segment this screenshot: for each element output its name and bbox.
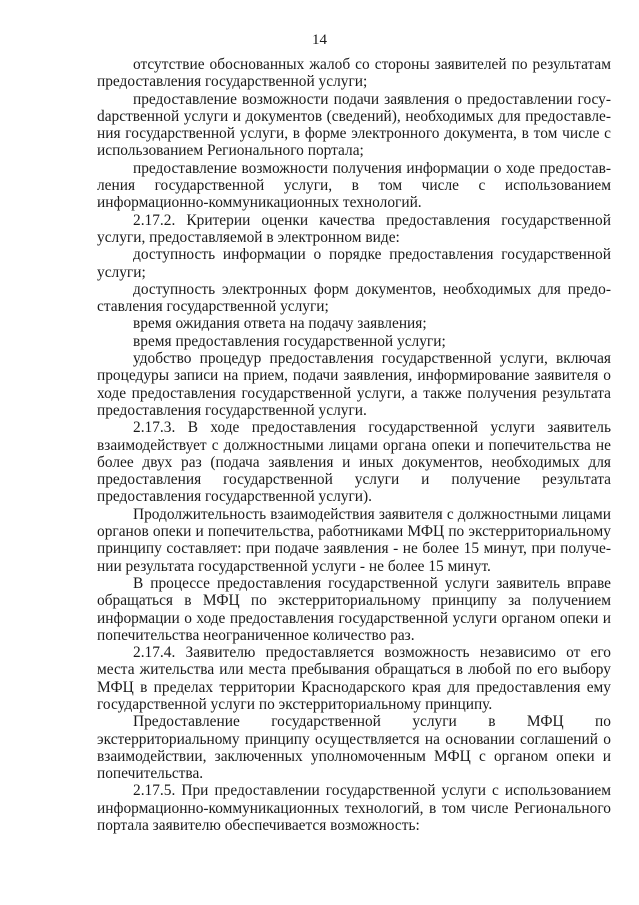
paragraph: В процессе предоставления государственной услуги заявитель вправе обращаться в МФЦ по экстерриториальному принципу за получением информации о ходе предоставления государственной услуги органом опеки и попечительства неограниченное количество раз. xyxy=(97,574,611,644)
document-body xyxy=(97,56,611,834)
paragraph: доступность электронных форм документов, необходимых для предоставления государственной услуги; xyxy=(97,280,611,316)
paragraph: предоставление возможности получения информации о ходе предоставления государственной услуги, в том числе с использованием информационно-коммуникационных технологий. xyxy=(97,159,611,212)
paragraph: 2.17.2. Критерии оценки качества предоставления государственной услуги, предоставляемой в электронном виде: xyxy=(97,211,611,246)
paragraph: 2.17.4. Заявителю предоставляется возможность независимо от его места жительства или места пребывания обращаться в любой по его выбору МФЦ в пределах территории Краснодарского края для предоставления ему государственной услуги по экстерриториальному принципу. xyxy=(97,644,611,713)
paragraph: время предоставления государственной услуги; xyxy=(133,332,446,350)
paragraph: удобство процедур предоставления государственной услуги, включая процедуры записи на прием, подачи заявления, информирование заявителя о ходе предоставления государственной услуги, а также получения результата предоставления государственной услуги. xyxy=(97,350,611,419)
paragraph: предоставление возможности подачи заявления о предоставлении госуdарственной услуги и документов (сведений), необходимых для предоставления государственной услуги, в форме электронного документа, в том числе с использованием Регионального портала; xyxy=(97,90,611,160)
paragraph: отсутствие обоснованных жалоб со стороны заявителей по результатам предоставления государственной услуги; xyxy=(97,56,611,91)
paragraph: доступность информации о порядке предоставления государственной услуги; xyxy=(97,246,611,281)
paragraph: Предоставление государственной услуги в МФЦ по экстерриториальному принципу осуществляется на основании соглашений о взаимодействии, заключенных уполномоченным МФЦ с органом опеки и попечительства. xyxy=(97,713,611,783)
page-number: 14 xyxy=(312,32,327,48)
paragraph: время ожидания ответа на подачу заявления; xyxy=(133,315,427,333)
paragraph: Продолжительность взаимодействия заявителя с должностными лицами органов опеки и попечительства, работниками МФЦ по экстерриториальному принципу составляет: при подаче заявления - не более 15 минут, при получении результата государственной услуги - не более 15 минут. xyxy=(97,505,611,575)
paragraph: 2.17.5. При предоставлении государственной услуги с использованием информационно-коммуникационных технологий, в том числе Регионального портала заявителю обеспечивается возможность: xyxy=(97,782,611,835)
paragraph: 2.17.3. В ходе предоставления государственной услуги заявитель взаимодействует с должностными лицами органа опеки и попечительства не более двух раз (подача заявления и иных документов, необходимых для предоставления государственной услуги и получение результата предоставления государственной услуги). xyxy=(97,419,611,506)
